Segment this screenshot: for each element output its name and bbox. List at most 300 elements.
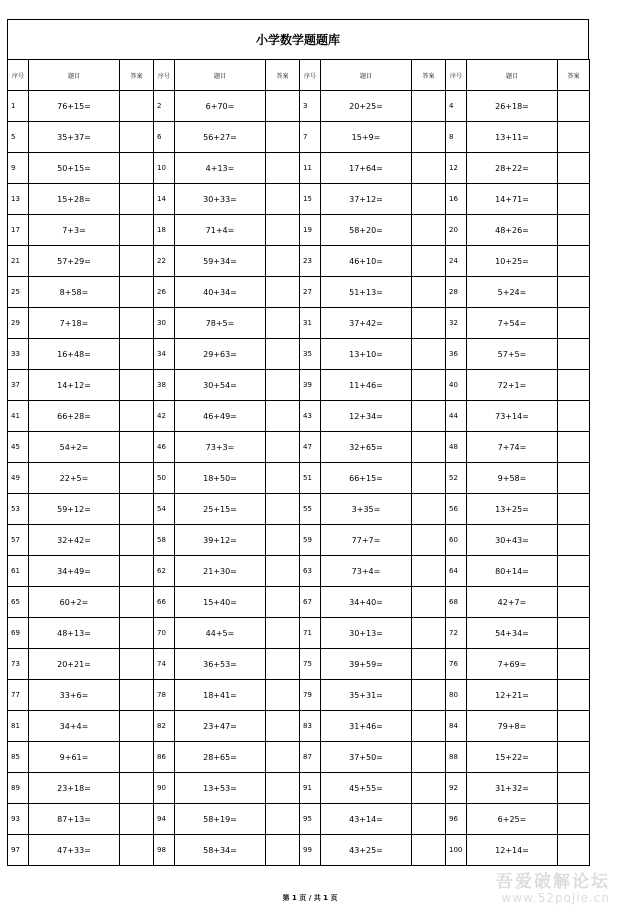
question-number: 22 [154, 246, 175, 277]
table-row [8, 122, 590, 153]
question-number: 19 [300, 215, 321, 246]
question-text: 15+9= [321, 122, 412, 153]
question-number: 85 [8, 742, 29, 773]
answer-cell[interactable] [412, 773, 446, 804]
question-text: 34+40= [321, 587, 412, 618]
question-number: 18 [154, 215, 175, 246]
question-text: 6+70= [175, 91, 266, 122]
question-text: 73+3= [175, 432, 266, 463]
answer-cell[interactable] [558, 463, 590, 494]
answer-cell[interactable] [266, 680, 300, 711]
answer-cell[interactable] [120, 649, 154, 680]
question-number: 72 [446, 618, 467, 649]
answer-header: 答案 [266, 60, 300, 91]
question-header: 题目 [29, 60, 120, 91]
question-number: 44 [446, 401, 467, 432]
question-number: 20 [446, 215, 467, 246]
answer-cell[interactable] [412, 91, 446, 122]
answer-cell[interactable] [120, 680, 154, 711]
question-text: 35+31= [321, 680, 412, 711]
answer-cell[interactable] [120, 587, 154, 618]
table-row [8, 494, 590, 525]
question-text: 9+61= [29, 742, 120, 773]
question-number: 35 [300, 339, 321, 370]
question-text: 77+7= [321, 525, 412, 556]
question-number: 40 [446, 370, 467, 401]
question-number: 14 [154, 184, 175, 215]
table-row [8, 556, 590, 587]
question-header: 题目 [467, 60, 558, 91]
question-number: 76 [446, 649, 467, 680]
answer-cell[interactable] [412, 184, 446, 215]
question-header: 题目 [175, 60, 266, 91]
question-number: 42 [154, 401, 175, 432]
question-text: 76+15= [29, 91, 120, 122]
answer-cell[interactable] [266, 463, 300, 494]
question-number: 2 [154, 91, 175, 122]
question-number: 43 [300, 401, 321, 432]
answer-cell[interactable] [558, 742, 590, 773]
answer-cell[interactable] [266, 432, 300, 463]
question-table [7, 59, 590, 866]
question-number: 69 [8, 618, 29, 649]
answer-cell[interactable] [266, 804, 300, 835]
table-row [8, 308, 590, 339]
question-number: 16 [446, 184, 467, 215]
answer-cell[interactable] [558, 91, 590, 122]
answer-cell[interactable] [412, 339, 446, 370]
watermark-title: 吾爱破解论坛 [496, 871, 610, 892]
question-number: 11 [300, 153, 321, 184]
answer-cell[interactable] [558, 494, 590, 525]
question-text: 15+22= [467, 742, 558, 773]
answer-cell[interactable] [266, 277, 300, 308]
question-number: 37 [8, 370, 29, 401]
answer-cell[interactable] [120, 91, 154, 122]
question-number: 49 [8, 463, 29, 494]
answer-cell[interactable] [558, 184, 590, 215]
answer-cell[interactable] [558, 308, 590, 339]
answer-cell[interactable] [412, 556, 446, 587]
answer-cell[interactable] [558, 556, 590, 587]
question-text: 17+64= [321, 153, 412, 184]
answer-cell[interactable] [120, 773, 154, 804]
question-text: 56+27= [175, 122, 266, 153]
answer-cell[interactable] [120, 339, 154, 370]
question-text: 58+19= [175, 804, 266, 835]
question-text: 66+28= [29, 401, 120, 432]
answer-cell[interactable] [412, 122, 446, 153]
answer-cell[interactable] [412, 432, 446, 463]
question-text: 43+14= [321, 804, 412, 835]
answer-cell[interactable] [558, 215, 590, 246]
answer-cell[interactable] [412, 370, 446, 401]
question-text: 46+10= [321, 246, 412, 277]
answer-cell[interactable] [266, 401, 300, 432]
question-number: 5 [8, 122, 29, 153]
table-row [8, 184, 590, 215]
question-number: 78 [154, 680, 175, 711]
question-text: 54+34= [467, 618, 558, 649]
question-number: 70 [154, 618, 175, 649]
question-text: 14+12= [29, 370, 120, 401]
question-number: 13 [8, 184, 29, 215]
question-text: 34+49= [29, 556, 120, 587]
answer-cell[interactable] [120, 432, 154, 463]
question-number: 12 [446, 153, 467, 184]
question-number: 29 [8, 308, 29, 339]
question-number: 99 [300, 835, 321, 866]
question-number: 67 [300, 587, 321, 618]
question-text: 42+7= [467, 587, 558, 618]
answer-cell[interactable] [266, 525, 300, 556]
answer-cell[interactable] [412, 835, 446, 866]
question-number: 46 [154, 432, 175, 463]
table-row [8, 463, 590, 494]
answer-cell[interactable] [120, 556, 154, 587]
question-text: 57+5= [467, 339, 558, 370]
table-row [8, 432, 590, 463]
question-text: 23+18= [29, 773, 120, 804]
header-row [8, 60, 590, 91]
question-text: 7+74= [467, 432, 558, 463]
answer-cell[interactable] [266, 308, 300, 339]
question-number: 59 [300, 525, 321, 556]
table-row [8, 649, 590, 680]
answer-cell[interactable] [558, 153, 590, 184]
question-text: 18+50= [175, 463, 266, 494]
question-number: 86 [154, 742, 175, 773]
answer-cell[interactable] [412, 804, 446, 835]
index-header: 序号 [446, 60, 467, 91]
table-row [8, 835, 590, 866]
question-text: 47+33= [29, 835, 120, 866]
worksheet [7, 19, 589, 866]
question-number: 6 [154, 122, 175, 153]
answer-cell[interactable] [266, 122, 300, 153]
question-text: 18+41= [175, 680, 266, 711]
question-number: 96 [446, 804, 467, 835]
question-text: 73+14= [467, 401, 558, 432]
question-number: 95 [300, 804, 321, 835]
question-text: 15+28= [29, 184, 120, 215]
question-number: 92 [446, 773, 467, 804]
question-text: 32+42= [29, 525, 120, 556]
question-number: 36 [446, 339, 467, 370]
answer-cell[interactable] [266, 742, 300, 773]
index-header: 序号 [8, 60, 29, 91]
question-text: 71+4= [175, 215, 266, 246]
question-text: 45+55= [321, 773, 412, 804]
question-text: 13+53= [175, 773, 266, 804]
page-footer: 第 1 页 / 共 1 页 [282, 894, 338, 902]
answer-cell[interactable] [120, 618, 154, 649]
question-text: 31+32= [467, 773, 558, 804]
question-text: 37+12= [321, 184, 412, 215]
answer-cell[interactable] [120, 215, 154, 246]
answer-cell[interactable] [558, 277, 590, 308]
answer-cell[interactable] [412, 401, 446, 432]
question-number: 17 [8, 215, 29, 246]
question-number: 75 [300, 649, 321, 680]
question-number: 64 [446, 556, 467, 587]
answer-cell[interactable] [120, 153, 154, 184]
answer-cell[interactable] [412, 587, 446, 618]
answer-cell[interactable] [412, 215, 446, 246]
answer-cell[interactable] [412, 246, 446, 277]
question-text: 54+2= [29, 432, 120, 463]
answer-cell[interactable] [558, 339, 590, 370]
question-number: 25 [8, 277, 29, 308]
table-row [8, 742, 590, 773]
question-number: 57 [8, 525, 29, 556]
answer-cell[interactable] [266, 91, 300, 122]
question-number: 27 [300, 277, 321, 308]
answer-cell[interactable] [266, 494, 300, 525]
question-text: 51+13= [321, 277, 412, 308]
answer-cell[interactable] [412, 618, 446, 649]
question-text: 48+26= [467, 215, 558, 246]
question-text: 12+21= [467, 680, 558, 711]
question-number: 97 [8, 835, 29, 866]
question-text: 58+20= [321, 215, 412, 246]
answer-cell[interactable] [120, 494, 154, 525]
question-number: 28 [446, 277, 467, 308]
answer-cell[interactable] [266, 649, 300, 680]
question-number: 38 [154, 370, 175, 401]
question-number: 71 [300, 618, 321, 649]
question-number: 88 [446, 742, 467, 773]
question-text: 13+10= [321, 339, 412, 370]
question-number: 81 [8, 711, 29, 742]
question-number: 68 [446, 587, 467, 618]
table-row [8, 773, 590, 804]
question-text: 39+12= [175, 525, 266, 556]
table-row [8, 153, 590, 184]
question-number: 93 [8, 804, 29, 835]
answer-cell[interactable] [558, 773, 590, 804]
question-text: 30+33= [175, 184, 266, 215]
answer-cell[interactable] [412, 308, 446, 339]
question-text: 25+15= [175, 494, 266, 525]
question-text: 87+13= [29, 804, 120, 835]
question-text: 73+4= [321, 556, 412, 587]
question-text: 59+34= [175, 246, 266, 277]
answer-cell[interactable] [558, 525, 590, 556]
question-text: 59+12= [29, 494, 120, 525]
question-text: 12+34= [321, 401, 412, 432]
answer-cell[interactable] [412, 494, 446, 525]
table-row [8, 339, 590, 370]
answer-cell[interactable] [266, 711, 300, 742]
question-text: 26+18= [467, 91, 558, 122]
answer-cell[interactable] [120, 122, 154, 153]
question-number: 98 [154, 835, 175, 866]
question-text: 30+54= [175, 370, 266, 401]
question-number: 89 [8, 773, 29, 804]
table-row [8, 804, 590, 835]
question-number: 50 [154, 463, 175, 494]
question-text: 13+11= [467, 122, 558, 153]
question-text: 58+34= [175, 835, 266, 866]
answer-cell[interactable] [558, 711, 590, 742]
question-text: 14+71= [467, 184, 558, 215]
question-text: 36+53= [175, 649, 266, 680]
question-text: 60+2= [29, 587, 120, 618]
question-text: 23+47= [175, 711, 266, 742]
question-text: 30+13= [321, 618, 412, 649]
question-number: 1 [8, 91, 29, 122]
answer-cell[interactable] [412, 463, 446, 494]
answer-cell[interactable] [266, 556, 300, 587]
question-number: 79 [300, 680, 321, 711]
answer-cell[interactable] [412, 742, 446, 773]
question-number: 15 [300, 184, 321, 215]
answer-cell[interactable] [120, 835, 154, 866]
question-number: 74 [154, 649, 175, 680]
table-row [8, 680, 590, 711]
answer-cell[interactable] [266, 184, 300, 215]
question-number: 58 [154, 525, 175, 556]
question-text: 22+5= [29, 463, 120, 494]
question-text: 7+18= [29, 308, 120, 339]
question-number: 77 [8, 680, 29, 711]
answer-cell[interactable] [120, 308, 154, 339]
question-text: 72+1= [467, 370, 558, 401]
question-number: 32 [446, 308, 467, 339]
table-row [8, 370, 590, 401]
question-number: 51 [300, 463, 321, 494]
question-number: 87 [300, 742, 321, 773]
answer-cell[interactable] [266, 773, 300, 804]
question-text: 20+21= [29, 649, 120, 680]
question-number: 62 [154, 556, 175, 587]
question-text: 57+29= [29, 246, 120, 277]
question-number: 83 [300, 711, 321, 742]
answer-cell[interactable] [412, 649, 446, 680]
question-number: 100 [446, 835, 467, 866]
question-number: 9 [8, 153, 29, 184]
question-number: 47 [300, 432, 321, 463]
question-text: 50+15= [29, 153, 120, 184]
answer-cell[interactable] [120, 804, 154, 835]
answer-cell[interactable] [558, 370, 590, 401]
question-number: 65 [8, 587, 29, 618]
question-text: 5+24= [467, 277, 558, 308]
question-header: 题目 [321, 60, 412, 91]
question-text: 44+5= [175, 618, 266, 649]
answer-cell[interactable] [120, 711, 154, 742]
answer-cell[interactable] [412, 277, 446, 308]
table-row [8, 618, 590, 649]
answer-cell[interactable] [266, 246, 300, 277]
question-text: 35+37= [29, 122, 120, 153]
table-row [8, 277, 590, 308]
question-number: 60 [446, 525, 467, 556]
answer-cell[interactable] [120, 184, 154, 215]
question-number: 24 [446, 246, 467, 277]
answer-cell[interactable] [120, 463, 154, 494]
answer-cell[interactable] [266, 587, 300, 618]
question-number: 82 [154, 711, 175, 742]
answer-cell[interactable] [266, 370, 300, 401]
answer-cell[interactable] [266, 618, 300, 649]
question-text: 10+25= [467, 246, 558, 277]
question-text: 40+34= [175, 277, 266, 308]
answer-cell[interactable] [558, 835, 590, 866]
table-row [8, 525, 590, 556]
question-number: 91 [300, 773, 321, 804]
answer-header: 答案 [558, 60, 590, 91]
watermark [496, 873, 610, 906]
answer-cell[interactable] [120, 370, 154, 401]
answer-cell[interactable] [266, 153, 300, 184]
question-text: 7+69= [467, 649, 558, 680]
answer-cell[interactable] [558, 122, 590, 153]
question-text: 37+42= [321, 308, 412, 339]
question-text: 7+54= [467, 308, 558, 339]
question-text: 13+25= [467, 494, 558, 525]
answer-cell[interactable] [558, 587, 590, 618]
answer-cell[interactable] [412, 153, 446, 184]
answer-cell[interactable] [558, 618, 590, 649]
question-text: 43+25= [321, 835, 412, 866]
question-text: 46+49= [175, 401, 266, 432]
question-text: 29+63= [175, 339, 266, 370]
question-number: 61 [8, 556, 29, 587]
answer-header: 答案 [412, 60, 446, 91]
question-text: 8+58= [29, 277, 120, 308]
answer-cell[interactable] [266, 215, 300, 246]
table-row [8, 401, 590, 432]
answer-cell[interactable] [412, 525, 446, 556]
answer-header: 答案 [120, 60, 154, 91]
question-number: 4 [446, 91, 467, 122]
answer-cell[interactable] [120, 246, 154, 277]
answer-cell[interactable] [412, 680, 446, 711]
question-number: 54 [154, 494, 175, 525]
answer-cell[interactable] [266, 339, 300, 370]
question-number: 52 [446, 463, 467, 494]
answer-cell[interactable] [558, 246, 590, 277]
answer-cell[interactable] [266, 835, 300, 866]
answer-cell[interactable] [120, 277, 154, 308]
table-row [8, 711, 590, 742]
question-text: 28+22= [467, 153, 558, 184]
question-number: 94 [154, 804, 175, 835]
question-text: 32+65= [321, 432, 412, 463]
answer-cell[interactable] [120, 401, 154, 432]
answer-cell[interactable] [412, 711, 446, 742]
answer-cell[interactable] [558, 680, 590, 711]
answer-cell[interactable] [558, 649, 590, 680]
question-number: 45 [8, 432, 29, 463]
answer-cell[interactable] [558, 401, 590, 432]
question-text: 48+13= [29, 618, 120, 649]
index-header: 序号 [154, 60, 175, 91]
answer-cell[interactable] [558, 432, 590, 463]
question-number: 31 [300, 308, 321, 339]
question-text: 39+59= [321, 649, 412, 680]
answer-cell[interactable] [558, 804, 590, 835]
question-number: 80 [446, 680, 467, 711]
question-number: 30 [154, 308, 175, 339]
table-row [8, 215, 590, 246]
question-number: 63 [300, 556, 321, 587]
answer-cell[interactable] [120, 525, 154, 556]
answer-cell[interactable] [120, 742, 154, 773]
question-text: 3+35= [321, 494, 412, 525]
